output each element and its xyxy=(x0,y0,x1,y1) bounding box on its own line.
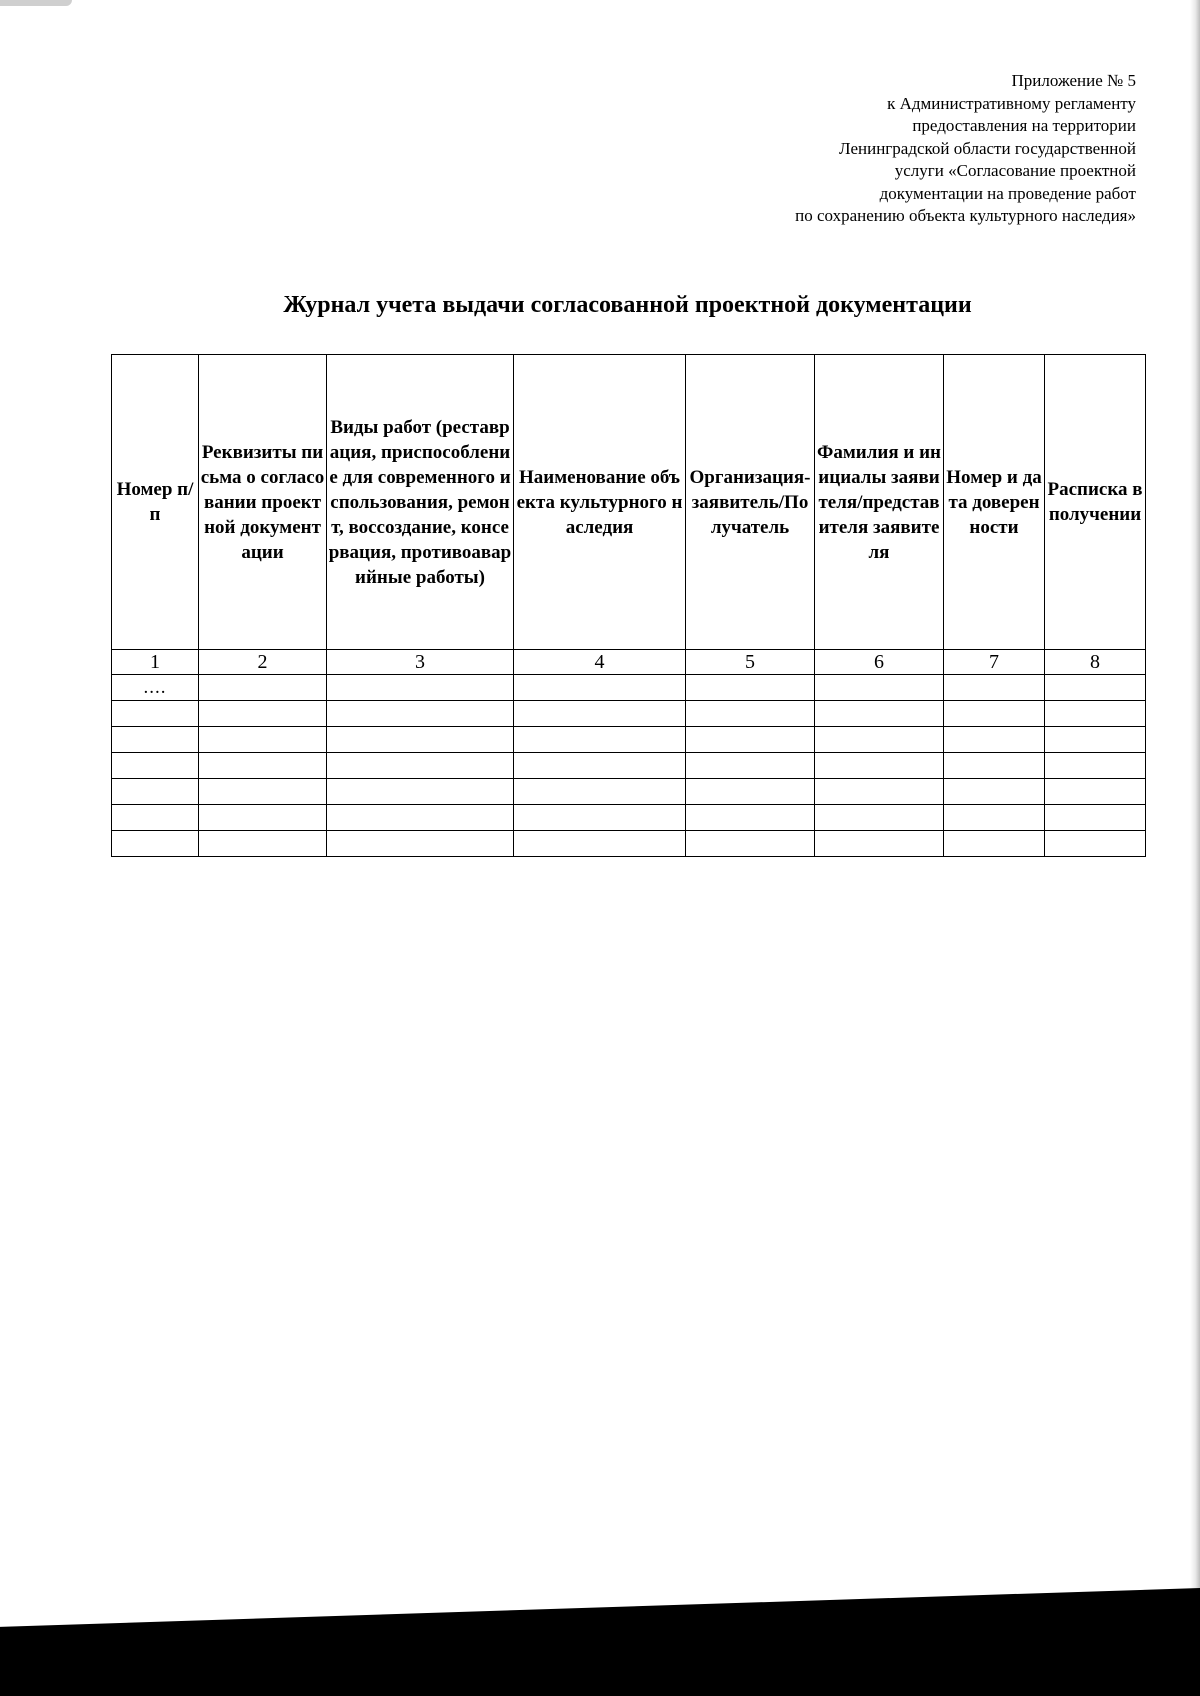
table-cell xyxy=(514,831,686,857)
table-row xyxy=(112,753,1146,779)
table-cell xyxy=(815,753,944,779)
header-row xyxy=(112,355,1146,650)
table-cell xyxy=(815,805,944,831)
table-row xyxy=(112,779,1146,805)
table-cell xyxy=(944,805,1045,831)
appendix-header xyxy=(576,70,1136,228)
document-title: Журнал учета выдачи согласованной проектной документации xyxy=(283,292,972,318)
table-cell xyxy=(199,779,327,805)
column-header-heritage-object: Наименование объекта культурного наследия xyxy=(514,355,686,650)
table-row xyxy=(112,805,1146,831)
appendix-line: к Административному регламенту xyxy=(887,93,1136,113)
table-cell xyxy=(686,831,815,857)
column-number: 1 xyxy=(112,650,199,675)
table-cell xyxy=(686,675,815,701)
table-cell xyxy=(327,675,514,701)
table-cell xyxy=(514,805,686,831)
table-cell xyxy=(514,701,686,727)
table-cell xyxy=(112,727,199,753)
column-number: 6 xyxy=(815,650,944,675)
table-cell xyxy=(199,831,327,857)
column-header-number: Номер п/п xyxy=(112,355,199,650)
table-cell xyxy=(815,727,944,753)
table-cell xyxy=(686,805,815,831)
table-cell xyxy=(815,701,944,727)
table-cell xyxy=(112,753,199,779)
row-marker: .... xyxy=(112,675,199,701)
appendix-line: услуги «Согласование проектной xyxy=(894,161,1136,180)
table-row xyxy=(112,727,1146,753)
table-cell xyxy=(327,701,514,727)
table-cell xyxy=(944,753,1045,779)
appendix-line: предоставления на территории xyxy=(912,116,1136,135)
table-cell xyxy=(112,831,199,857)
table-cell xyxy=(1045,831,1146,857)
table-cell xyxy=(327,753,514,779)
table-cell xyxy=(944,831,1045,857)
scan-artifact-corner xyxy=(0,0,72,6)
table-cell xyxy=(1045,701,1146,727)
table-cell xyxy=(514,779,686,805)
table-cell xyxy=(1045,805,1146,831)
table-cell xyxy=(514,675,686,701)
table-cell xyxy=(686,779,815,805)
column-header-applicant-organization: Организация-заявитель/Получатель xyxy=(686,355,815,650)
table-row xyxy=(112,701,1146,727)
table-row xyxy=(112,675,1146,701)
column-number: 7 xyxy=(944,650,1045,675)
table-cell xyxy=(815,831,944,857)
scan-artifact-bottom-edge xyxy=(0,1588,1200,1696)
table-cell xyxy=(112,701,199,727)
table-cell xyxy=(514,727,686,753)
appendix-line: документации на проведение работ xyxy=(879,183,1136,203)
table-cell xyxy=(327,805,514,831)
column-header-receipt: Расписка в получении xyxy=(1045,355,1146,650)
table-cell xyxy=(815,675,944,701)
column-numbers-row xyxy=(112,650,1146,675)
table-cell xyxy=(1045,675,1146,701)
table-cell xyxy=(815,779,944,805)
table-row xyxy=(112,831,1146,857)
table-cell xyxy=(944,727,1045,753)
column-header-applicant-name: Фамилия и инициалы заявителя/представителя заявителя xyxy=(815,355,944,650)
table-cell xyxy=(112,805,199,831)
table-cell xyxy=(686,701,815,727)
scan-artifact-right-edge xyxy=(1190,0,1200,1696)
appendix-line: Приложение № 5 xyxy=(1011,71,1136,90)
column-header-letter-details: Реквизиты письма о согласовании проектной документации xyxy=(199,355,327,650)
table-cell xyxy=(327,779,514,805)
table-cell xyxy=(199,675,327,701)
journal-table xyxy=(111,354,1146,857)
column-header-work-types: Виды работ (реставрация, приспособление для современного использования, ремонт, воссоздание, консервация, противоаварийные работы) xyxy=(327,355,514,650)
column-header-power-of-attorney: Номер и дата доверенности xyxy=(944,355,1045,650)
appendix-line: Ленинградской области государственной xyxy=(839,138,1136,158)
column-number: 2 xyxy=(199,650,327,675)
table-cell xyxy=(1045,779,1146,805)
table-cell xyxy=(199,805,327,831)
table-cell xyxy=(944,779,1045,805)
column-number: 3 xyxy=(327,650,514,675)
appendix-line: по сохранению объекта культурного наследия» xyxy=(795,206,1136,225)
column-number: 4 xyxy=(514,650,686,675)
table-cell xyxy=(327,831,514,857)
table-cell xyxy=(1045,753,1146,779)
table-cell xyxy=(199,701,327,727)
column-number: 8 xyxy=(1045,650,1146,675)
column-number: 5 xyxy=(686,650,815,675)
table-cell xyxy=(514,753,686,779)
table-cell xyxy=(199,727,327,753)
table-cell xyxy=(944,701,1045,727)
table-cell xyxy=(199,753,327,779)
table-cell xyxy=(944,675,1045,701)
table-cell xyxy=(327,727,514,753)
table-cell xyxy=(686,727,815,753)
table-cell xyxy=(112,779,199,805)
table-cell xyxy=(686,753,815,779)
table-cell xyxy=(1045,727,1146,753)
